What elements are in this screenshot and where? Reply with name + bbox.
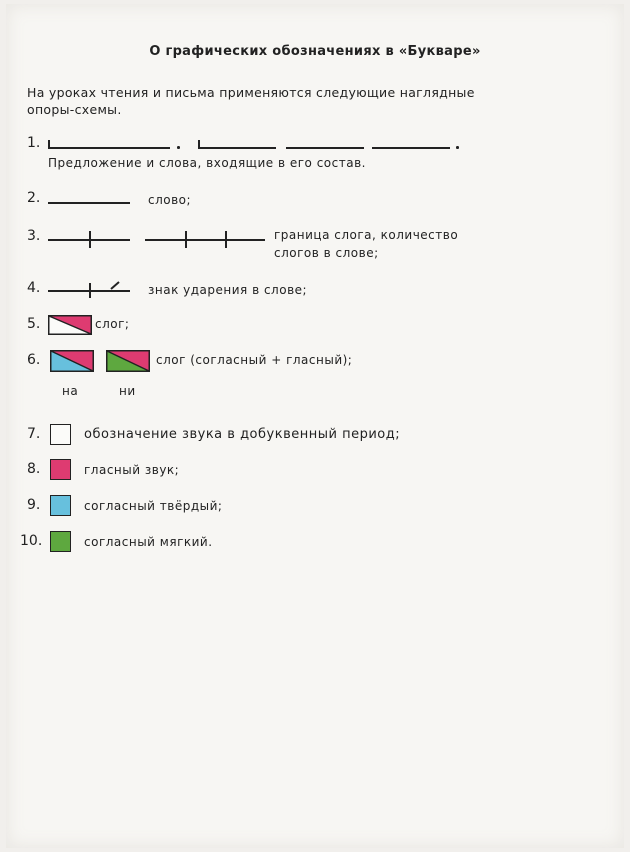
item-6-text: слог (согласный + гласный);	[156, 353, 353, 367]
item-8-number: 8.	[27, 461, 41, 477]
item-10-text: согласный мягкий.	[84, 535, 213, 549]
soft-consonant-box	[50, 531, 71, 552]
item-6-number: 6.	[27, 352, 41, 368]
syllable-boundary-mark	[225, 231, 227, 248]
item-2-text: слово;	[148, 193, 192, 207]
word-line	[198, 147, 276, 149]
item-7-number: 7.	[27, 426, 41, 442]
item-7-text: обозначение звука в добуквенный период;	[84, 427, 401, 442]
hard-consonant-box	[50, 495, 71, 516]
item-3-text-line-1: граница слога, количество	[274, 228, 459, 242]
item-2-number: 2.	[27, 190, 41, 206]
item-5-text: слог;	[95, 317, 130, 331]
separator-dot	[177, 146, 180, 149]
page-sheet	[6, 4, 624, 848]
item-1-number: 1.	[27, 135, 41, 151]
word-line	[372, 147, 450, 149]
sound-box-empty	[50, 424, 71, 445]
item-3-text-line-2: слогов в слове;	[274, 246, 379, 260]
item-9-number: 9.	[27, 497, 41, 513]
syllable-boundary-mark	[89, 231, 91, 248]
syllable-boundary-mark	[89, 283, 91, 298]
item-9-text: согласный твёрдый;	[84, 499, 223, 513]
syllable-hard-consonant-vowel-icon	[50, 350, 94, 372]
word-line	[145, 239, 265, 241]
vowel-sound-box	[50, 459, 71, 480]
page-title: О графических обозначениях в «Букваре»	[149, 44, 481, 59]
intro-line-1: На уроках чтения и письма применяются следующие наглядные	[27, 85, 475, 100]
syllable-example-ni: ни	[119, 384, 136, 398]
word-line	[286, 147, 364, 149]
item-5-number: 5.	[27, 316, 41, 332]
stress-mark-icon	[108, 280, 122, 290]
word-line	[48, 202, 130, 204]
item-3-number: 3.	[27, 228, 41, 244]
item-1-text: Предложение и слова, входящие в его состав.	[48, 156, 366, 170]
item-10-number: 10.	[20, 533, 43, 549]
item-4-number: 4.	[27, 280, 41, 296]
item-4-text: знак ударения в слове;	[148, 283, 308, 297]
sentence-end-dot	[456, 146, 459, 149]
item-8-text: гласный звук;	[84, 463, 180, 477]
syllable-scheme-icon	[48, 315, 92, 335]
syllable-boundary-mark	[185, 231, 187, 248]
intro-paragraph	[27, 84, 567, 118]
syllable-example-na: на	[62, 384, 79, 398]
word-line	[48, 147, 170, 149]
syllable-soft-consonant-vowel-icon	[106, 350, 150, 372]
intro-line-2: опоры-схемы.	[27, 102, 122, 117]
